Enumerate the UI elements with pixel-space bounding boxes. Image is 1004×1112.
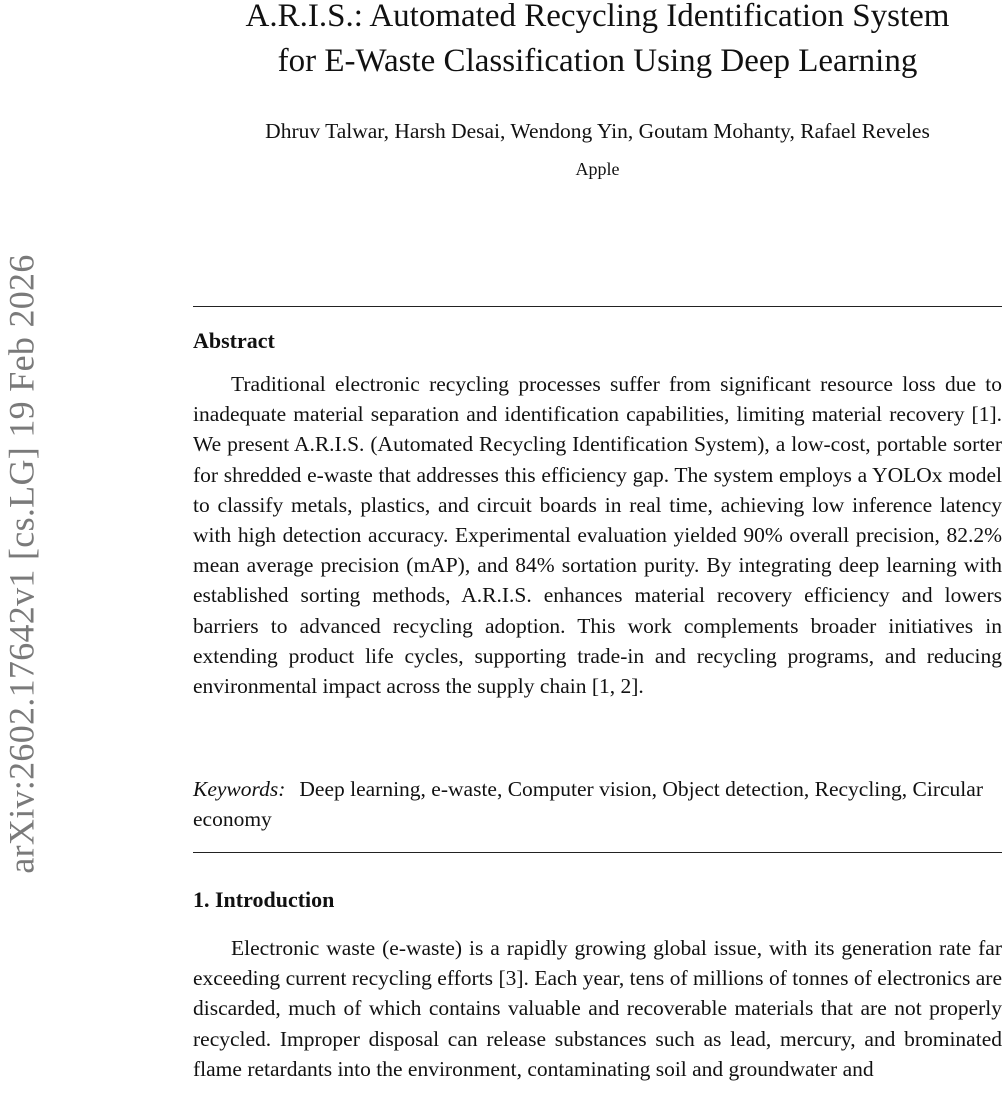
keywords-line [193, 774, 1002, 834]
paper-header [193, 0, 1002, 180]
paper-title-line-2: for E-Waste Classification Using Deep Learning [277, 43, 918, 79]
introduction-heading: 1. Introduction [193, 887, 335, 912]
author-list: Dhruv Talwar, Harsh Desai, Wendong Yin, Goutam Mohanty, Rafael Reveles [265, 119, 930, 143]
arxiv-identifier-stamp [0, 200, 44, 928]
abstract-body: Traditional electronic recycling processes suffer from significant resource loss due to inadequate material separation and identification capabilities, limiting material recovery [1]. We present A.R.I.S. (Automated Recycling Identification System), a low-cost, portable sorter for shredded e-waste that addresses this efficiency gap. The system employs a YOLOx model to classify metals, plastics, and circuit boards in real time, achieving low inference latency with high detection accuracy. Experimental evaluation yielded 90% overall precision, 82.2% mean average precision (mAP), and 84% sortation purity. By integrating deep learning with established sorting methods, A.R.I.S. enhances material recovery efficiency and lowers barriers to advanced recycling adoption. This work complements broader initiatives in extending product life cycles, supporting trade-in and recycling programs, and reducing environmental impact across the supply chain [1, 2]. [193, 372, 1002, 699]
abstract-bottom-rule [193, 852, 1002, 853]
abstract-top-rule [193, 306, 1002, 307]
paper-title [193, 0, 1002, 84]
abstract-heading: Abstract [193, 328, 275, 353]
paper-title-line-1: A.R.I.S.: Automated Recycling Identification System [245, 0, 950, 34]
keywords-label: Keywords: [193, 777, 286, 801]
keywords-text: Deep learning, e-waste, Computer vision, Object detection, Recycling, Circular economy [193, 777, 983, 832]
affiliation: Apple [575, 159, 620, 179]
arxiv-identifier-text: arXiv:2602.17642v1 [cs.LG] 19 Feb 2026 [2, 254, 43, 874]
introduction-body: Electronic waste (e-waste) is a rapidly growing global issue, with its generation rate far exceeding current recycling efforts [3]. Each year, tens of millions of tonnes of electronics are discarded, much of which contains valuable and recoverable materials that are not properly recycled. Improper disposal can release substances such as lead, mercury, and brominated flame retardants into the environment, contaminating soil and groundwater and [193, 936, 1002, 1081]
